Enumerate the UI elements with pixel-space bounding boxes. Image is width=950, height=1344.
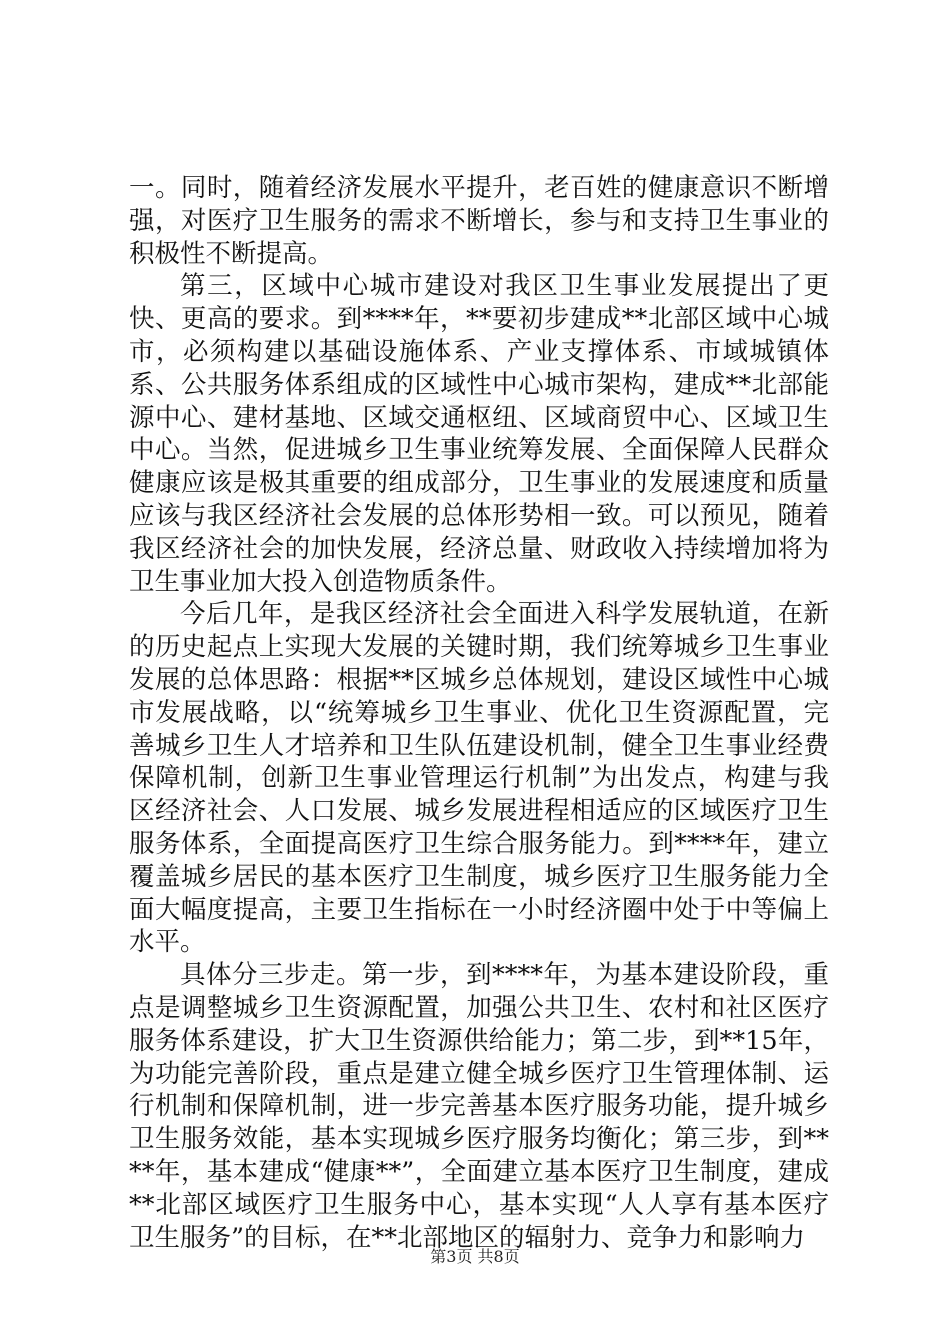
page-number-footer: 第3页 共8页 <box>430 1247 520 1266</box>
paragraph-3: 今后几年，是我区经济社会全面进入科学发展轨道，在新的历史起点上实现大发展的关键时期，我们统筹城乡卫生事业发展的总体思路：根据**区城乡总体规划，建设区域性中心城市发展战略，以“统筹城乡卫生事业、优化卫生资源配置，完善城乡卫生人才培养和卫生队伍建设机制，健全卫生事业经费保障机制，创新卫生事业管理运行机制”为出发点，构建与我区经济社会、人口发展、城乡发展进程相适应的区域医疗卫生服务体系，全面提高医疗卫生综合服务能力。到****年，建立覆盖城乡居民的基本医疗卫生制度，城乡医疗卫生服务能力全面大幅度提高，主要卫生指标在一小时经济圈中处于中等偏上水平。 <box>129 599 829 958</box>
paragraph-4: 具体分三步走。第一步，到****年，为基本建设阶段，重点是调整城乡卫生资源配置，加强公共卫生、农村和社区医疗服务体系建设，扩大卫生资源供给能力；第二步，到**15年，为功能完善阶段，重点是建立健全城乡医疗卫生管理体制、运行机制和保障机制，进一步完善基本医疗服务功能，提升城乡卫生服务效能，基本实现城乡医疗服务均衡化；第三步，到****年，基本建成“健康**”，全面建立基本医疗卫生制度，建成**北部区域医疗卫生服务中心，基本实现“人人享有基本医疗卫生服务”的目标，在**北部地区的辐射力、竞争力和影响力 <box>129 960 829 1253</box>
paragraph-1: 一。同时，随着经济发展水平提升，老百姓的健康意识不断增强，对医疗卫生服务的需求不断增长，参与和支持卫生事业的积极性不断提高。 <box>129 173 829 269</box>
paragraph-2: 第三，区域中心城市建设对我区卫生事业发展提出了更快、更高的要求。到****年，**要初步建成**北部区域中心城市，必须构建以基础设施体系、产业支撑体系、市域城镇体系、公共服务体系组成的区域性中心城市架构，建成**北部能源中心、建材基地、区域交通枢纽、区域商贸中心、区域卫生中心。当然，促进城乡卫生事业统筹发展、全面保障人民群众健康应该是极其重要的组成部分，卫生事业的发展速度和质量应该与我区经济社会发展的总体形势相一致。可以预见，随着我区经济社会的加快发展，经济总量、财政收入持续增加将为卫生事业加大投入创造物质条件。 <box>129 271 829 597</box>
document-body <box>129 172 829 1254</box>
